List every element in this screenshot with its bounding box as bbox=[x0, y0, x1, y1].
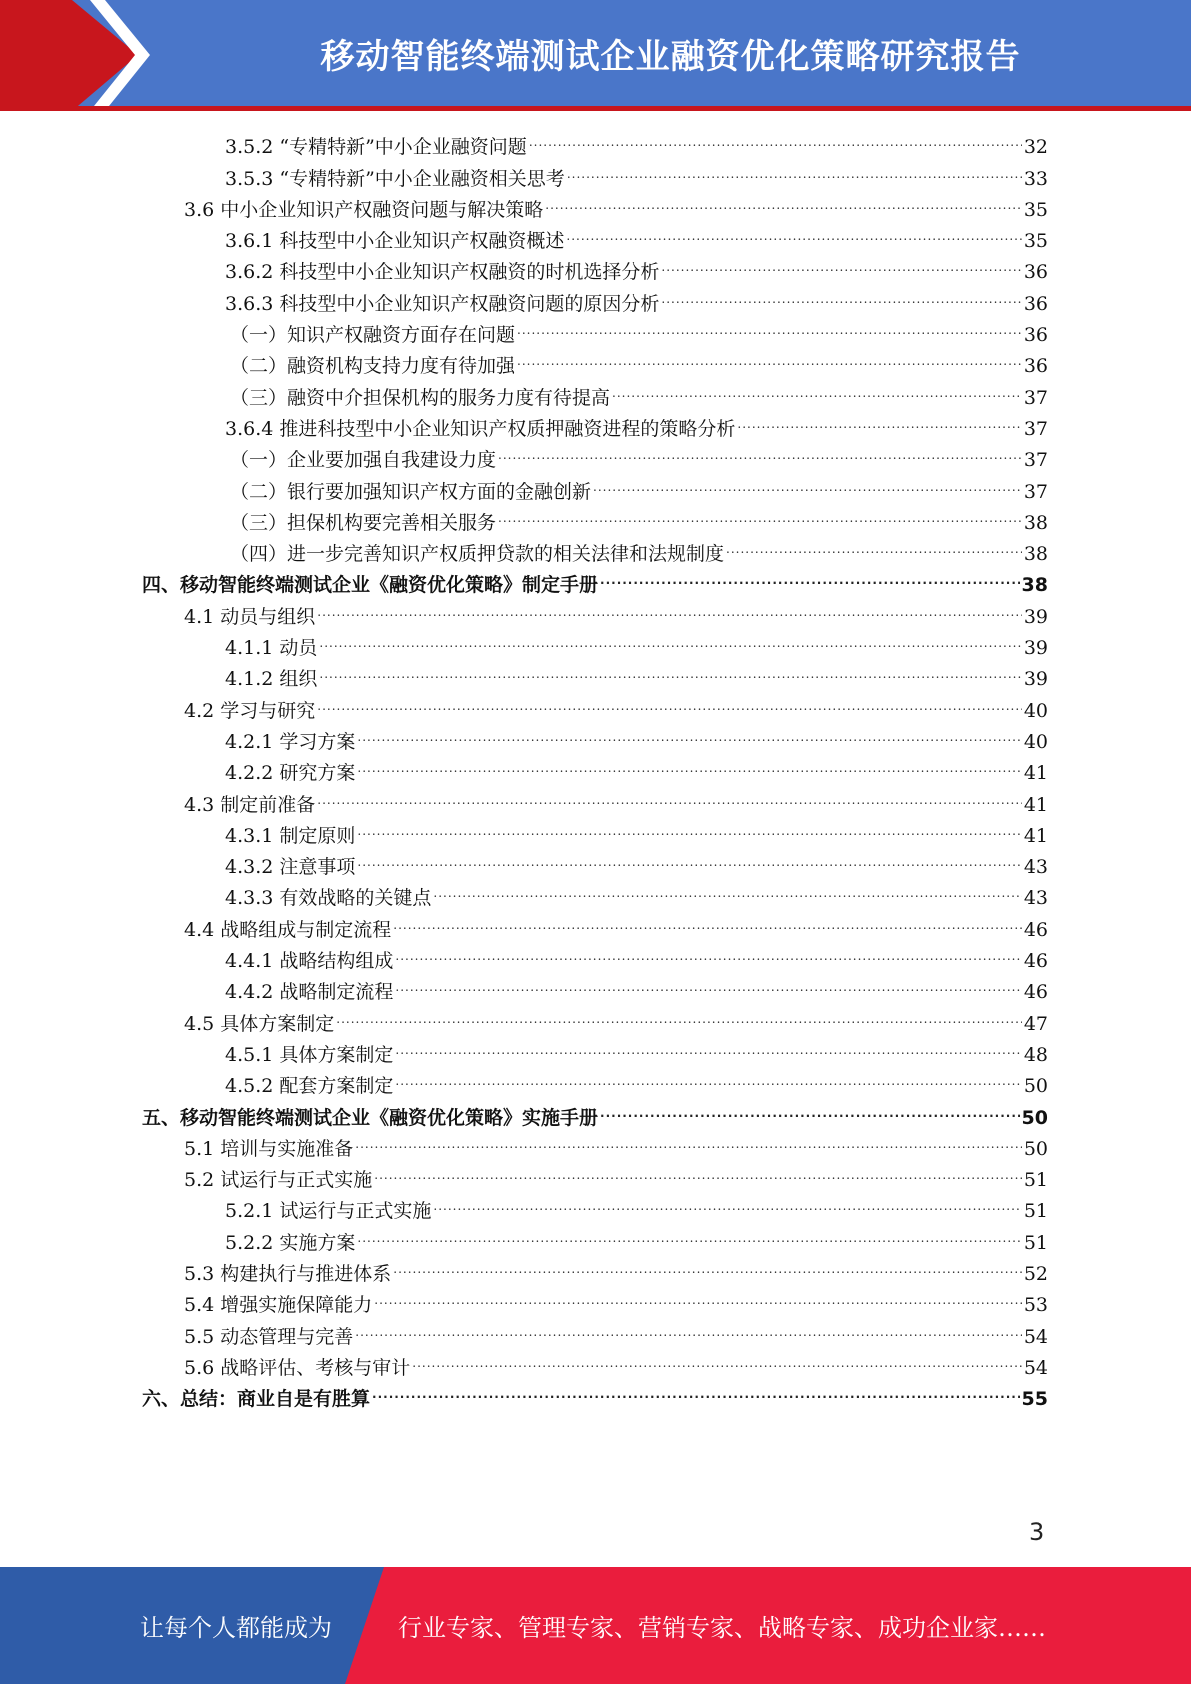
footer-slogan-right: 行业专家、管理专家、营销专家、战略专家、成功企业家…… bbox=[398, 1614, 1046, 1642]
toc-entry-title: 4.5.1 具体方案制定 bbox=[225, 1043, 394, 1066]
toc-entry-title: （二）融资机构支持力度有待加强 bbox=[230, 355, 516, 378]
toc-entry[interactable] bbox=[142, 284, 1048, 315]
toc-dot-leader bbox=[433, 1194, 1021, 1218]
toc-dot-leader bbox=[726, 537, 1022, 561]
toc-dot-leader bbox=[317, 694, 1022, 718]
toc-entry-page-number: 37 bbox=[1023, 449, 1048, 472]
toc-entry-title: 4.4.1 战略结构组成 bbox=[225, 950, 394, 973]
toc-entry[interactable] bbox=[142, 660, 1048, 691]
toc-dot-leader bbox=[355, 1132, 1022, 1156]
table-of-contents bbox=[142, 128, 1048, 1411]
toc-dot-leader bbox=[374, 1288, 1022, 1312]
toc-entry-page-number: 37 bbox=[1023, 386, 1048, 409]
toc-entry-title: 4.4.2 战略制定流程 bbox=[225, 981, 394, 1004]
toc-entry-page-number: 41 bbox=[1023, 762, 1048, 785]
toc-entry[interactable] bbox=[142, 535, 1048, 566]
toc-entry-title: 5.4 增强实施保障能力 bbox=[184, 1294, 373, 1317]
toc-entry-title: 3.6.2 科技型中小企业知识产权融资的时机选择分析 bbox=[225, 261, 660, 284]
toc-dot-leader bbox=[393, 913, 1022, 937]
toc-entry-page-number: 43 bbox=[1023, 887, 1048, 910]
toc-entry[interactable] bbox=[142, 441, 1048, 472]
toc-dot-leader bbox=[395, 944, 1021, 968]
toc-entry-title: 5.2.2 实施方案 bbox=[225, 1231, 356, 1254]
toc-entry-page-number: 38 bbox=[1021, 574, 1048, 597]
toc-entry[interactable] bbox=[142, 1098, 1048, 1129]
toc-entry-page-number: 54 bbox=[1023, 1356, 1048, 1379]
toc-entry[interactable] bbox=[142, 1349, 1048, 1380]
toc-entry-page-number: 50 bbox=[1023, 1075, 1048, 1098]
toc-dot-leader bbox=[357, 725, 1021, 749]
toc-entry[interactable] bbox=[142, 1067, 1048, 1098]
toc-entry[interactable] bbox=[142, 222, 1048, 253]
toc-entry-page-number: 36 bbox=[1023, 261, 1048, 284]
footer-slogan-left: 让每个人都能成为 bbox=[140, 1614, 332, 1642]
toc-entry-page-number: 50 bbox=[1023, 1137, 1048, 1160]
toc-entry-title: 3.5.2 “专精特新”中小企业融资问题 bbox=[225, 136, 527, 159]
toc-entry-page-number: 33 bbox=[1023, 167, 1048, 190]
toc-entry[interactable] bbox=[142, 973, 1048, 1004]
toc-entry-title: 3.6 中小企业知识产权融资问题与解决策略 bbox=[184, 198, 544, 221]
toc-entry-page-number: 35 bbox=[1023, 230, 1048, 253]
toc-entry[interactable] bbox=[142, 1255, 1048, 1286]
page-number: 3 bbox=[1029, 1518, 1045, 1546]
toc-entry[interactable] bbox=[142, 1036, 1048, 1067]
toc-dot-leader bbox=[372, 1382, 1020, 1406]
toc-dot-leader bbox=[661, 287, 1021, 311]
toc-dot-leader bbox=[357, 850, 1021, 874]
toc-entry-page-number: 36 bbox=[1023, 355, 1048, 378]
toc-entry-page-number: 46 bbox=[1023, 918, 1048, 941]
toc-entry-title: 5.5 动态管理与完善 bbox=[184, 1325, 354, 1348]
toc-entry-page-number: 36 bbox=[1023, 292, 1048, 315]
toc-dot-leader bbox=[529, 130, 1022, 154]
toc-entry[interactable] bbox=[142, 1223, 1048, 1254]
toc-dot-leader bbox=[661, 255, 1021, 279]
toc-entry-title: 4.1 动员与组织 bbox=[184, 605, 316, 628]
toc-dot-leader bbox=[395, 1069, 1021, 1093]
toc-dot-leader bbox=[395, 1038, 1021, 1062]
toc-entry-title: 5.3 构建执行与推进体系 bbox=[184, 1262, 392, 1285]
toc-dot-leader bbox=[412, 1351, 1022, 1375]
toc-dot-leader bbox=[545, 193, 1022, 217]
toc-entry-title: 4.3.1 制定原则 bbox=[225, 824, 356, 847]
toc-entry-title: 5.1 培训与实施准备 bbox=[184, 1137, 354, 1160]
toc-entry-page-number: 41 bbox=[1023, 793, 1048, 816]
toc-entry-title: 4.2 学习与研究 bbox=[184, 699, 316, 722]
toc-entry[interactable] bbox=[142, 754, 1048, 785]
toc-dot-leader bbox=[336, 1007, 1022, 1031]
toc-entry-page-number: 51 bbox=[1023, 1231, 1048, 1254]
toc-entry-title: 4.1.2 组织 bbox=[225, 668, 318, 691]
toc-entry[interactable] bbox=[142, 1192, 1048, 1223]
toc-dot-leader bbox=[517, 349, 1022, 373]
toc-entry[interactable] bbox=[142, 723, 1048, 754]
toc-entry[interactable] bbox=[142, 597, 1048, 628]
toc-entry-page-number: 55 bbox=[1021, 1388, 1048, 1411]
toc-entry[interactable] bbox=[142, 253, 1048, 284]
toc-entry[interactable] bbox=[142, 128, 1048, 159]
toc-dot-leader bbox=[319, 662, 1021, 686]
toc-entry-title: 4.3.3 有效战略的关键点 bbox=[225, 887, 432, 910]
toc-entry-title: 4.5.2 配套方案制定 bbox=[225, 1075, 394, 1098]
toc-dot-leader bbox=[317, 788, 1022, 812]
toc-entry-title: （四）进一步完善知识产权质押贷款的相关法律和法规制度 bbox=[230, 543, 725, 566]
toc-entry[interactable] bbox=[142, 410, 1048, 441]
toc-entry[interactable] bbox=[142, 848, 1048, 879]
toc-entry-title: （一）知识产权融资方面存在问题 bbox=[230, 324, 516, 347]
toc-entry[interactable] bbox=[142, 191, 1048, 222]
toc-entry-title: （三）融资中介担保机构的服务力度有待提高 bbox=[230, 386, 611, 409]
toc-dot-leader bbox=[566, 224, 1021, 248]
toc-entry[interactable] bbox=[142, 504, 1048, 535]
toc-dot-leader bbox=[393, 1257, 1022, 1281]
toc-entry-title: 4.1.1 动员 bbox=[225, 637, 318, 660]
toc-entry-page-number: 38 bbox=[1023, 511, 1048, 534]
toc-entry-title: 3.6.1 科技型中小企业知识产权融资概述 bbox=[225, 230, 565, 253]
toc-entry-page-number: 39 bbox=[1023, 605, 1048, 628]
toc-entry-page-number: 51 bbox=[1023, 1169, 1048, 1192]
header-title: 移动智能终端测试企业融资优化策略研究报告 bbox=[320, 36, 1021, 77]
toc-entry[interactable] bbox=[142, 942, 1048, 973]
toc-dot-leader bbox=[355, 1320, 1022, 1344]
toc-entry[interactable] bbox=[142, 1380, 1048, 1411]
toc-dot-leader bbox=[567, 162, 1022, 186]
toc-entry-title: 5.6 战略评估、考核与审计 bbox=[184, 1356, 411, 1379]
toc-entry[interactable] bbox=[142, 817, 1048, 848]
toc-entry-page-number: 39 bbox=[1023, 668, 1048, 691]
toc-entry-page-number: 53 bbox=[1023, 1294, 1048, 1317]
toc-dot-leader bbox=[737, 412, 1021, 436]
toc-entry-title: （二）银行要加强知识产权方面的金融创新 bbox=[230, 480, 592, 503]
toc-entry[interactable] bbox=[142, 159, 1048, 190]
toc-entry-title: 4.3 制定前准备 bbox=[184, 793, 316, 816]
page-header bbox=[0, 0, 1191, 111]
toc-entry[interactable] bbox=[142, 566, 1048, 597]
toc-entry-title: 3.6.3 科技型中小企业知识产权融资问题的原因分析 bbox=[225, 292, 660, 315]
toc-dot-leader bbox=[593, 475, 1022, 499]
toc-entry-page-number: 51 bbox=[1023, 1200, 1048, 1223]
toc-entry-title: 4.3.2 注意事项 bbox=[225, 856, 356, 879]
toc-dot-leader bbox=[498, 506, 1022, 530]
toc-entry-page-number: 40 bbox=[1023, 699, 1048, 722]
toc-entry-title: 5.2.1 试运行与正式实施 bbox=[225, 1200, 432, 1223]
toc-entry-page-number: 48 bbox=[1023, 1043, 1048, 1066]
toc-entry[interactable] bbox=[142, 472, 1048, 503]
toc-dot-leader bbox=[317, 600, 1022, 624]
toc-entry-title: 4.2.1 学习方案 bbox=[225, 730, 356, 753]
toc-entry-page-number: 39 bbox=[1023, 637, 1048, 660]
toc-entry-title: 5.2 试运行与正式实施 bbox=[184, 1169, 373, 1192]
toc-entry-title: （一）企业要加强自我建设力度 bbox=[230, 449, 497, 472]
toc-entry-title: 4.2.2 研究方案 bbox=[225, 762, 356, 785]
toc-entry-page-number: 54 bbox=[1023, 1325, 1048, 1348]
toc-entry-page-number: 41 bbox=[1023, 824, 1048, 847]
toc-entry[interactable] bbox=[142, 1286, 1048, 1317]
toc-entry[interactable] bbox=[142, 1317, 1048, 1348]
toc-entry-page-number: 40 bbox=[1023, 730, 1048, 753]
toc-entry-page-number: 37 bbox=[1023, 417, 1048, 440]
toc-entry-page-number: 32 bbox=[1023, 136, 1048, 159]
toc-entry[interactable] bbox=[142, 1130, 1048, 1161]
toc-dot-leader bbox=[357, 756, 1021, 780]
toc-entry-page-number: 37 bbox=[1023, 480, 1048, 503]
toc-dot-leader bbox=[357, 819, 1021, 843]
toc-entry[interactable] bbox=[142, 1161, 1048, 1192]
toc-entry-title: 六、总结：商业自是有胜算 bbox=[142, 1388, 371, 1411]
toc-entry-page-number: 46 bbox=[1023, 981, 1048, 1004]
toc-entry-page-number: 52 bbox=[1023, 1262, 1048, 1285]
toc-dot-leader bbox=[600, 568, 1020, 592]
toc-entry-title: 3.5.3 “专精特新”中小企业融资相关思考 bbox=[225, 167, 565, 190]
toc-dot-leader bbox=[433, 881, 1021, 905]
toc-entry[interactable] bbox=[142, 316, 1048, 347]
toc-entry[interactable] bbox=[142, 785, 1048, 816]
toc-dot-leader bbox=[600, 1101, 1020, 1125]
toc-entry[interactable] bbox=[142, 629, 1048, 660]
toc-entry-page-number: 43 bbox=[1023, 856, 1048, 879]
toc-dot-leader bbox=[374, 1163, 1022, 1187]
toc-dot-leader bbox=[612, 381, 1022, 405]
toc-entry[interactable] bbox=[142, 910, 1048, 941]
toc-dot-leader bbox=[498, 443, 1022, 467]
toc-dot-leader bbox=[357, 1226, 1021, 1250]
toc-entry-title: 4.5 具体方案制定 bbox=[184, 1012, 335, 1035]
page-footer bbox=[0, 1567, 1191, 1684]
toc-entry-page-number: 35 bbox=[1023, 198, 1048, 221]
toc-entry-title: 4.4 战略组成与制定流程 bbox=[184, 918, 392, 941]
toc-entry-title: 3.6.4 推进科技型中小企业知识产权质押融资进程的策略分析 bbox=[225, 417, 736, 440]
toc-entry[interactable] bbox=[142, 378, 1048, 409]
toc-dot-leader bbox=[319, 631, 1021, 655]
toc-entry[interactable] bbox=[142, 691, 1048, 722]
toc-entry-page-number: 36 bbox=[1023, 324, 1048, 347]
toc-entry-title: （三）担保机构要完善相关服务 bbox=[230, 511, 497, 534]
toc-entry-page-number: 50 bbox=[1021, 1106, 1048, 1129]
toc-entry[interactable] bbox=[142, 347, 1048, 378]
toc-entry-page-number: 38 bbox=[1023, 543, 1048, 566]
toc-dot-leader bbox=[517, 318, 1022, 342]
toc-entry[interactable] bbox=[142, 879, 1048, 910]
toc-entry-page-number: 47 bbox=[1023, 1012, 1048, 1035]
toc-entry-page-number: 46 bbox=[1023, 950, 1048, 973]
toc-entry-title: 五、移动智能终端测试企业《融资优化策略》实施手册 bbox=[142, 1106, 599, 1129]
toc-entry[interactable] bbox=[142, 1004, 1048, 1035]
toc-dot-leader bbox=[395, 975, 1021, 999]
toc-entry-title: 四、移动智能终端测试企业《融资优化策略》制定手册 bbox=[142, 574, 599, 597]
